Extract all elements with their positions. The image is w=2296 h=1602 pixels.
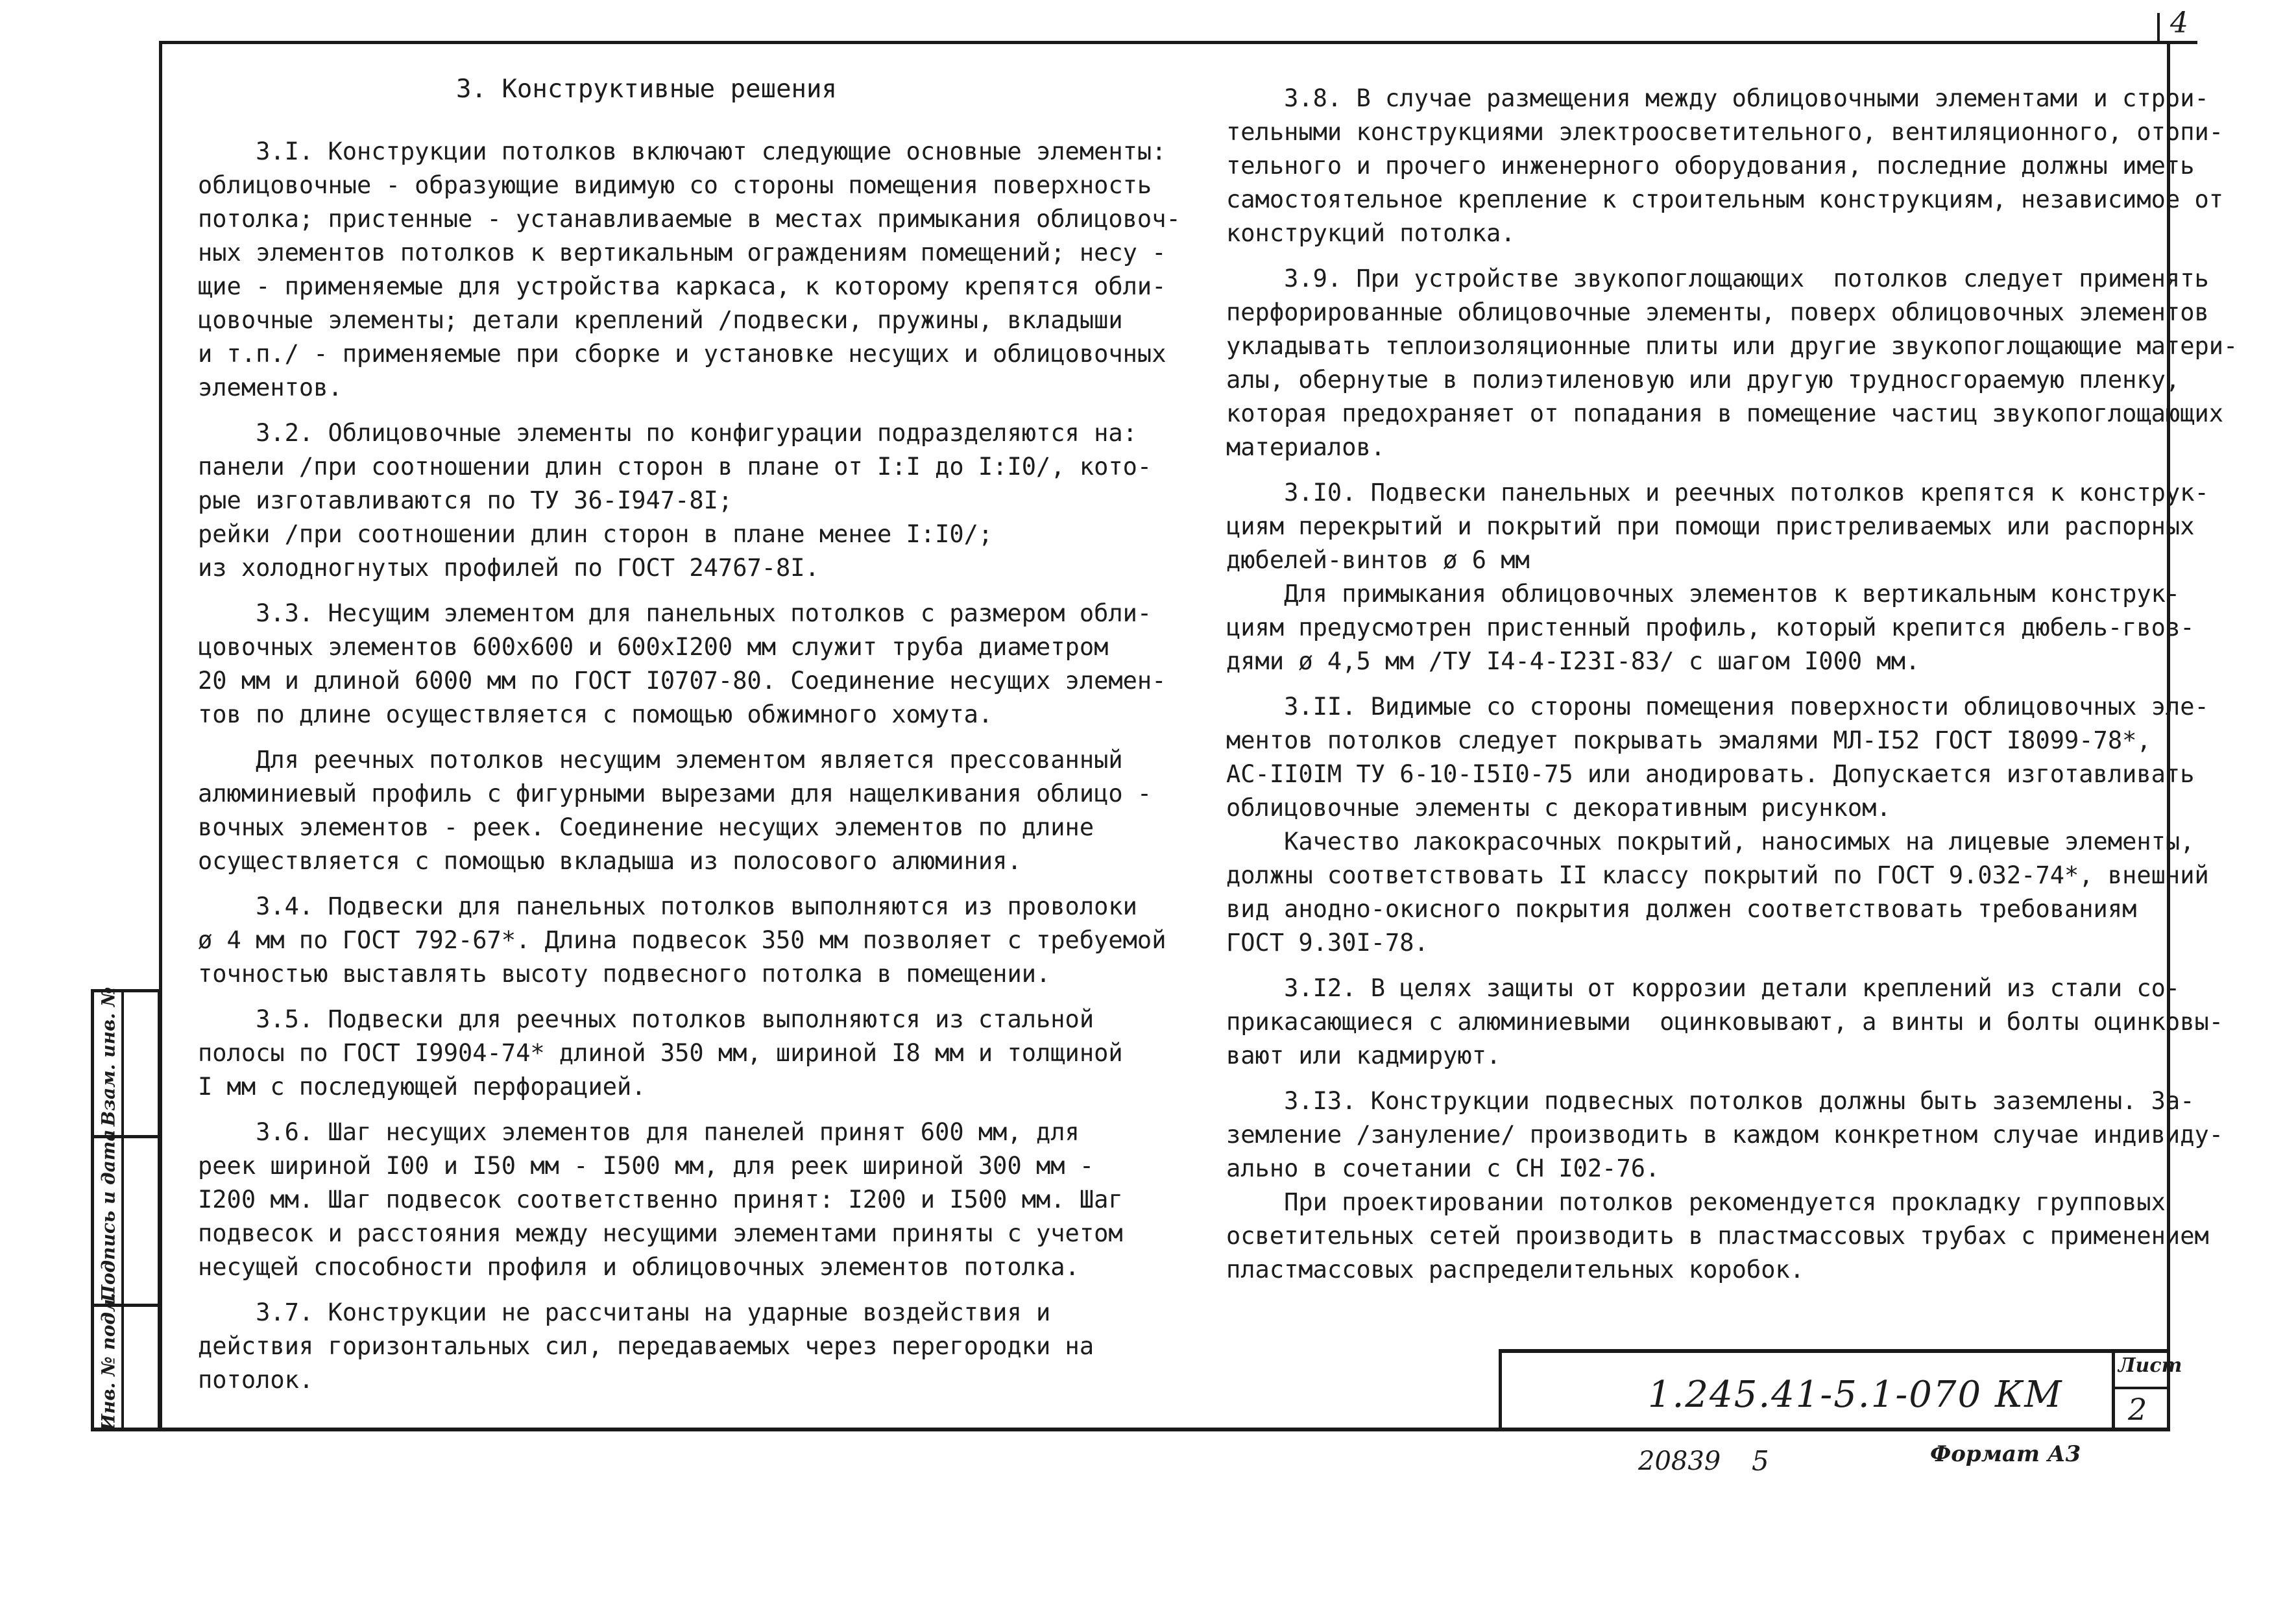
text-line: алы, обернутые в полиэтиленовую или другую трудносгораемую пленку, — [1226, 366, 2181, 394]
text-line: ных элементов потолков к вертикальным ограждениям помещений; несу - — [198, 239, 1166, 267]
text-line: материалов. — [1226, 433, 1386, 461]
text-line: 3.4. Подвески для панельных потолков выполняются из проволоки — [198, 892, 1137, 920]
paragraph — [1226, 82, 2224, 250]
text-line: вид анодно-окисного покрытия должен соответствовать требованиям — [1226, 895, 2137, 923]
text-line: потолок. — [198, 1366, 314, 1394]
text-line: цовочные элементы; детали креплений /подвески, пружины, вкладыши — [198, 306, 1123, 334]
text-line: должны соответствовать II классу покрытий по ГОСТ 9.032-74*, внешний — [1226, 861, 2209, 889]
text-line: подвесок и расстояния между несущими элементами приняты с учетом — [198, 1219, 1123, 1247]
paragraph — [198, 743, 1152, 878]
paragraph — [1226, 476, 2209, 678]
text-line: панели /при соотношении длин сторон в плане от I:I до I:I0/, кото- — [198, 453, 1152, 481]
text-line: действия горизонтальных сил, передаваемых через перегородки на — [198, 1332, 1094, 1360]
text-line: 3.I. Конструкции потолков включают следующие основные элементы: — [198, 137, 1166, 165]
text-line: циям предусмотрен пристенный профиль, который крепится дюбель-гвоз- — [1226, 614, 2195, 641]
text-line: вают или кадмируют. — [1226, 1042, 1501, 1070]
paragraph — [198, 1296, 1132, 1397]
text-line: потолка; пристенные - устанавливаемые в местах примыкания облицовоч- — [198, 205, 1181, 233]
text-line: 3.9. При устройстве звукопоглощающих потолков следует применять — [1226, 265, 2209, 293]
title-block-divider — [2112, 1349, 2115, 1431]
title-block-top — [1499, 1349, 2170, 1353]
text-line: элементов. — [198, 374, 343, 401]
sidebar-label-inventory: Инв. № подл. — [97, 1292, 119, 1431]
paragraph — [1226, 972, 2224, 1073]
paragraph — [1226, 690, 2209, 960]
text-line: 3.5. Подвески для реечных потолков выполняются из стальной — [198, 1005, 1094, 1033]
page-number: 4 — [2170, 6, 2188, 40]
sheet-label: Лист — [2118, 1354, 2182, 1377]
sidebar-label-signature: Подпись и дата — [97, 1129, 119, 1302]
text-line: дюбелей-винтов ø 6 мм — [1226, 546, 1530, 574]
text-line: 3.3. Несущим элементом для панельных потолков с размером обли- — [198, 599, 1152, 627]
copy-number: 5 — [1752, 1445, 1769, 1477]
text-line: ø 4 мм по ГОСТ 792-67*. Длина подвесок 350 мм позволяет с требуемой — [198, 926, 1166, 954]
section-heading: 3. Конструктивные решения — [456, 75, 837, 104]
text-line: 3.2. Облицовочные элементы по конфигурации подразделяются на: — [198, 419, 1137, 447]
right-paragraphs — [1226, 82, 2238, 1298]
archive-number: 20839 — [1638, 1446, 1721, 1476]
paragraph — [1226, 262, 2238, 464]
paragraph — [198, 1116, 1132, 1284]
title-block — [1499, 1349, 2182, 1431]
text-line: рые изготавливаются по ТУ 36-I947-8I; — [198, 486, 733, 514]
text-line: рейки /при соотношении длин сторон в плане менее I:I0/; — [198, 520, 993, 548]
text-line: щие - применяемые для устройства каркаса, к которому крепятся обли- — [198, 272, 1166, 300]
text-line: алюминиевый профиль с фигурными вырезами для нащелкивания облицо - — [198, 780, 1152, 807]
text-line: облицовочные - образующие видимую со стороны помещения поверхность — [198, 171, 1152, 199]
text-line: и т.п./ - применяемые при сборке и установке несущих и облицовочных — [198, 340, 1166, 368]
text-line: точностью выставлять высоту подвесного потолка в помещении. — [198, 960, 1051, 988]
paragraph — [198, 890, 1166, 991]
text-line: осветительных сетей производить в пластмассовых трубах с применением — [1226, 1222, 2209, 1250]
format-label: Формат А3 — [1930, 1441, 2081, 1467]
text-line: осуществляется с помощью вкладыша из полосового алюминия. — [198, 847, 1022, 875]
text-line: которая предохраняет от попадания в помещение частиц звукопоглощающих — [1226, 400, 2224, 427]
text-line: самостоятельное крепление к строительным конструкциям, независимое от — [1226, 185, 2224, 213]
text-line: перфорированные облицовочные элементы, поверх облицовочных элементов — [1226, 298, 2209, 326]
right-text-column — [1226, 82, 2238, 1298]
text-line: прикасающиеся с алюминиевыми оцинковывают, а винты и болты оцинковы- — [1226, 1008, 2224, 1036]
text-line: облицовочные элементы с декоративным рисунком. — [1226, 794, 1891, 822]
text-line: тельными конструкциями электроосветительного, вентиляционного, отопи- — [1226, 118, 2224, 146]
text-line: I200 мм. Шаг подвесок соответственно принят: I200 и I500 мм. Шаг — [198, 1186, 1123, 1213]
text-line: 20 мм и длиной 6000 мм по ГОСТ I0707-80. Соединение несущих элемен- — [198, 667, 1166, 695]
text-line: 3.7. Конструкции не рассчитаны на ударные воздействия и — [198, 1298, 1051, 1326]
sheet-number: 2 — [2128, 1392, 2147, 1427]
text-line: вочных элементов - реек. Соединение несущих элементов по длине — [198, 813, 1094, 841]
text-line: укладывать теплоизоляционные плиты или другие звукопоглощающие матери- — [1226, 332, 2238, 360]
text-line: 3.I2. В целях защиты от коррозии детали креплений из стали со- — [1226, 974, 2181, 1002]
text-line: I мм с последующей перфорацией. — [198, 1073, 646, 1101]
text-line: тов по длине осуществляется с помощью обжимного хомута. — [198, 700, 993, 728]
text-line: ГОСТ 9.30I-78. — [1226, 929, 1429, 957]
text-line: реек шириной I00 и I50 мм - I500 мм, для реек шириной 300 мм - — [198, 1152, 1094, 1180]
text-line: цовочных элементов 600х600 и 600хI200 мм служит труба диаметром — [198, 633, 1109, 661]
paragraph — [198, 1003, 1132, 1104]
text-line: циям перекрытий и покрытий при помощи пристреливаемых или распорных — [1226, 512, 2195, 540]
paragraph — [198, 597, 1166, 732]
text-line: Для реечных потолков несущим элементом является прессованный — [198, 746, 1123, 774]
text-line: дями ø 4,5 мм /ТУ I4-4-I23I-83/ с шагом I000 мм. — [1226, 647, 1920, 675]
paragraph — [198, 416, 1152, 585]
left-paragraphs — [198, 135, 1181, 1409]
document-code: 1.245.41-5.1-070 КМ — [1648, 1374, 2063, 1416]
text-line: 3.II. Видимые со стороны помещения поверхности облицовочных эле- — [1226, 693, 2209, 721]
text-line: 3.I0. Подвески панельных и реечных потолков крепятся к конструк- — [1226, 479, 2209, 507]
text-line: АС-II0IМ ТУ 6-10-I5I0-75 или анодировать. Допускается изготавливать — [1226, 760, 2195, 788]
left-text-column — [198, 73, 1181, 1409]
text-line: Качество лакокрасочных покрытий, наносимых на лицевые элементы, — [1226, 828, 2195, 855]
text-line: 3.6. Шаг несущих элементов для панелей принят 600 мм, для — [198, 1118, 1080, 1146]
sidebar-divider-vertical — [121, 992, 124, 1431]
page-number-divider — [2157, 13, 2160, 42]
text-line: несущей способности профиля и облицовочных элементов потолка. — [198, 1253, 1080, 1281]
text-line: полосы по ГОСТ I9904-74* длиной 350 мм, шириной I8 мм и толщиной — [198, 1039, 1123, 1067]
title-block-sheet-divider — [2112, 1387, 2170, 1389]
text-line: 3.I3. Конструкции подвесных потолков должны быть заземлены. За- — [1226, 1087, 2195, 1115]
sidebar-label-replacement: Взам. инв. № — [97, 986, 119, 1127]
text-line: тельного и прочего инженерного оборудования, последние должны иметь — [1226, 152, 2195, 180]
text-line: Для примыкания облицовочных элементов к вертикальным конструк- — [1226, 580, 2181, 608]
paragraph — [198, 135, 1181, 405]
frame-top-line — [159, 41, 2197, 44]
text-line: ментов потолков следует покрывать эмалями МЛ-I52 ГОСТ I8099-78*, — [1226, 726, 2151, 754]
text-line: из холодногнутых профилей по ГОСТ 24767-8I. — [198, 554, 819, 582]
text-line: земление /зануление/ производить в каждом конкретном случае индивиду- — [1226, 1121, 2224, 1149]
title-block-left — [1499, 1349, 1502, 1431]
text-line: ально в сочетании с СН I02-76. — [1226, 1154, 1660, 1182]
paragraph — [1226, 1084, 2224, 1287]
text-line: При проектировании потолков рекомендуется прокладку групповых — [1226, 1188, 2166, 1216]
frame-top-right-tick — [2149, 41, 2197, 44]
text-line: 3.8. В случае размещения между облицовочными элементами и строи- — [1226, 84, 2209, 112]
text-line: пластмассовых распределительных коробок. — [1226, 1256, 1805, 1284]
sidebar-stamp — [91, 986, 161, 1431]
text-line: конструкций потолка. — [1226, 219, 1516, 247]
